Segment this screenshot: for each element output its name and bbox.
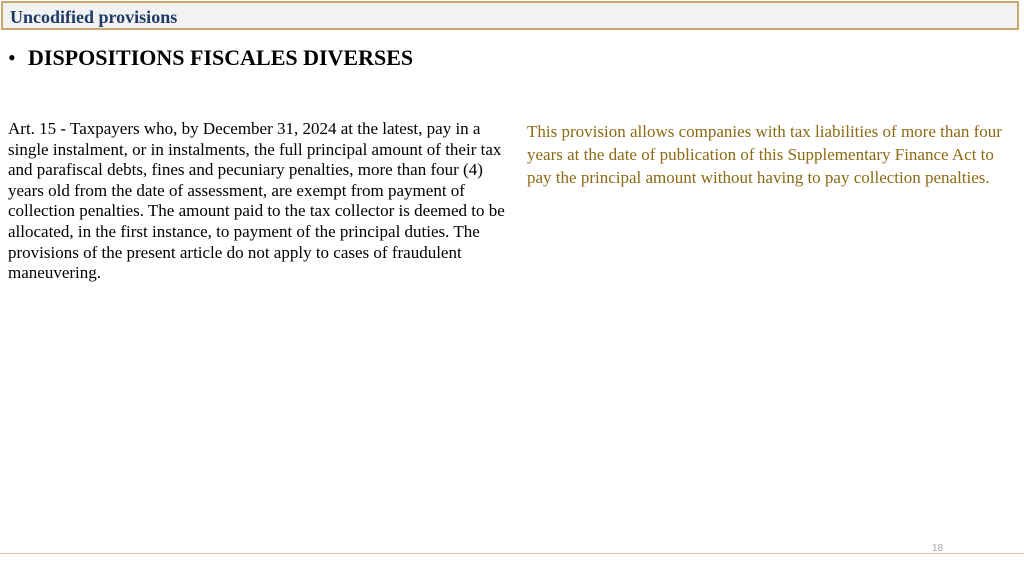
header-bar (1, 1, 1019, 30)
slide-title: Uncodified provisions (10, 7, 178, 27)
bullet-icon: • (8, 45, 16, 70)
section-heading (8, 45, 413, 71)
commentary-text: This provision allows companies with tax liabilities of more than four years at the date of publication of this Supplementary Finance Act to pay the principal amount without having to pay collection penalties. (527, 122, 1002, 188)
article-text: Art. 15 - Taxpayers who, by December 31, 2024 at the latest, pay in a single instalment, or in instalments, the full principal amount of their tax and parafiscal debts, fines and pecuniary penalties, more than four (4) years old from the date of assessment, are exempt from payment of collection penalties. The amount paid to the tax collector is deemed to be allocated, in the first instance, to payment of the principal duties. The provisions of the present article do not apply to cases of fraudulent maneuvering. (8, 119, 505, 283)
section-heading-text: DISPOSITIONS FISCALES DIVERSES (28, 45, 414, 70)
page-number: 18 (932, 543, 944, 554)
footer-divider (0, 553, 1024, 554)
